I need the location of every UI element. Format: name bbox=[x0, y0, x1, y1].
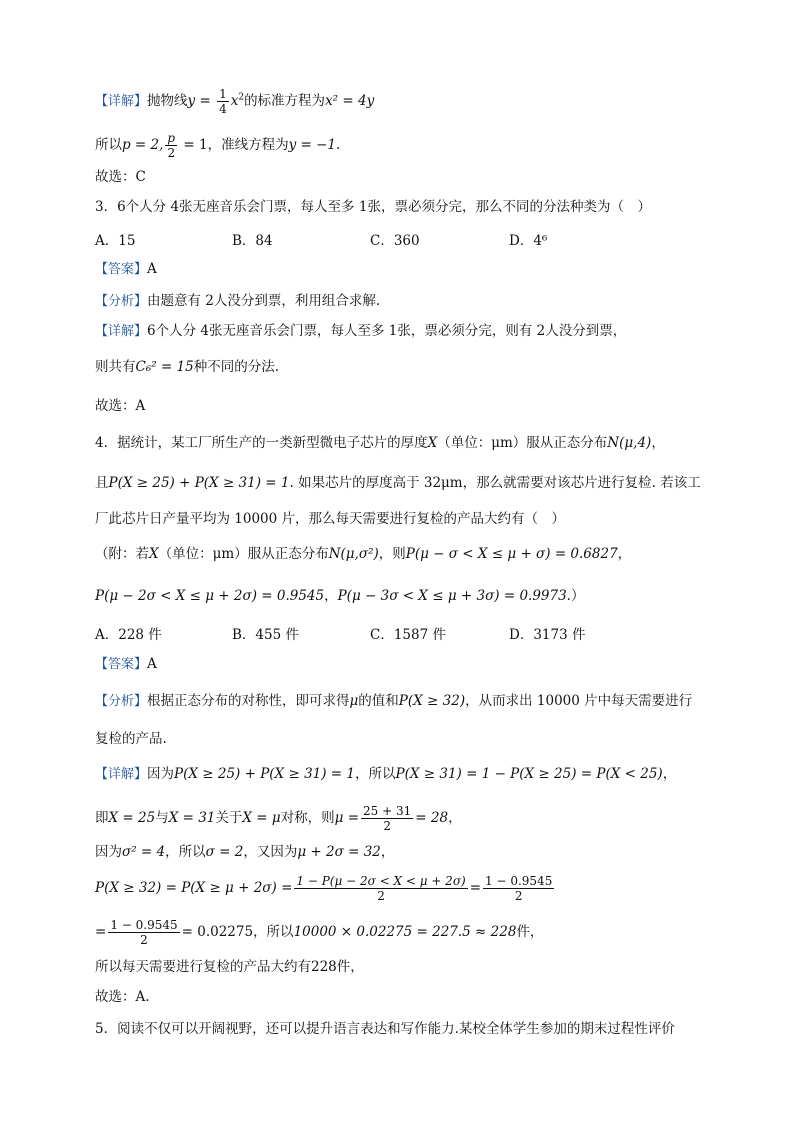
fraction: $\frac{1 - P(\mu - 2\sigma < X < \mu + 2\sigma)}{2}$ bbox=[296, 874, 466, 903]
q4-option-d: D．3173 件 bbox=[509, 627, 586, 643]
q4-stem1: 4．据统计，某工厂所生产的一类新型微电子芯片的厚度X（单位：μm）服从正态分布N(μ,4)， bbox=[95, 435, 665, 451]
q4-choice: 故选：A. bbox=[95, 989, 150, 1005]
q3-analysis: 【分析】由题意有 2人没分到票，利用组合求解. bbox=[95, 293, 381, 309]
q3-option-a: A．15 bbox=[95, 233, 136, 249]
q4-option-a: A．228 件 bbox=[95, 627, 162, 643]
q4-detail5: = $\frac{1 - 0.9545}{2}$ = 0.02275，所以10000 × 0.02275 = 227.5 ≈ 228件， bbox=[95, 918, 544, 947]
q3-stem: 3．6个人分 4张无座音乐会门票，每人至多 1张，票必须分完，那么不同的分法种类为（ ） bbox=[95, 199, 651, 215]
q4-detail4: P(X ≥ 32) = P(X ≥ μ + 2σ) = $\frac{1 - P(\mu - 2\sigma < X < \mu + 2\sigma)}{2}$ = $\frac{1 - 0.9545}{2}$ bbox=[95, 874, 553, 903]
q3-choice: 故选：A bbox=[95, 398, 146, 414]
fraction: $\frac{25 + 31}{2}$ bbox=[363, 804, 412, 833]
fraction: $\frac{1 - 0.9545}{2}$ bbox=[110, 918, 178, 947]
q4-stem2: 且P(X ≥ 25) + P(X ≥ 31) = 1. 如果芯片的厚度高于 32μm，那么就需要对该芯片进行复检. 若该工 bbox=[95, 475, 701, 491]
q3-detail: 【详解】6个人分 4张无座音乐会门票，每人至多 1张，票必须分完，则有 2人没分到票， bbox=[95, 323, 627, 339]
fraction: $\frac{1 - 0.9545}{2}$ bbox=[485, 874, 553, 903]
q3-option-b: B．84 bbox=[232, 233, 273, 249]
q4-option-c: C．1587 件 bbox=[370, 627, 446, 643]
q4-detail1: 【详解】因为P(X ≥ 25) + P(X ≥ 31) = 1，所以P(X ≥ 31) = 1 − P(X ≥ 25) = P(X < 25)， bbox=[95, 766, 677, 782]
fraction: $\frac{p}{2}$ bbox=[167, 131, 176, 160]
q3-option-d: D．4⁶ bbox=[509, 233, 548, 249]
q2-line2: 所以p = 2, $\frac{p}{2}$ = 1，准线方程为y = −1. bbox=[95, 131, 341, 160]
q4-answer: 【答案】A bbox=[95, 656, 157, 672]
q4-detail2: 即X = 25与X = 31关于X = μ对称，则μ = $\frac{25 + 31}{2}$ = 28， bbox=[95, 804, 462, 833]
q4-analysis: 【分析】根据正态分布的对称性，即可求得μ的值和P(X ≥ 32)，从而求出 10000 片中每天需要进行 bbox=[95, 693, 693, 709]
q4-analysis2: 复检的产品. bbox=[95, 731, 167, 747]
q4-option-b: B．455 件 bbox=[232, 627, 299, 643]
q2-choice: 故选：C bbox=[95, 169, 146, 185]
fraction: $\frac{1}{4}$ bbox=[219, 87, 227, 116]
q4-stem3: 厂此芯片日产量平均为 10000 片，那么每天需要进行复检的产品大约有（ ） bbox=[95, 511, 566, 527]
q4-hint1: （附：若X（单位：μm）服从正态分布N(μ,σ²)，则P(μ − σ < X ≤ μ + σ) = 0.6827， bbox=[95, 546, 632, 562]
q5-stem: 5．阅读不仅可以开阔视野，还可以提升语言表达和写作能力.某校全体学生参加的期末过程性评价 bbox=[95, 1021, 675, 1037]
q3-option-c: C．360 bbox=[370, 233, 420, 249]
q2-detail-line: 【详解】抛物线y = $\frac{1}{4}$ $x^2$的标准方程为x² = 4y bbox=[95, 87, 375, 116]
q4-detail6: 所以每天需要进行复检的产品大约有228件， bbox=[95, 959, 364, 975]
detail-tag: 【详解】 bbox=[95, 94, 148, 109]
q3-detail2: 则共有C₆² = 15种不同的分法. bbox=[95, 359, 280, 375]
q4-hint2: P(μ − 2σ < X ≤ μ + 2σ) = 0.9545，P(μ − 3σ < X ≤ μ + 3σ) = 0.9973.） bbox=[95, 588, 585, 604]
q3-answer: 【答案】A bbox=[95, 261, 157, 277]
q4-detail3: 因为σ² = 4，所以σ = 2，又因为μ + 2σ = 32， bbox=[95, 844, 395, 860]
